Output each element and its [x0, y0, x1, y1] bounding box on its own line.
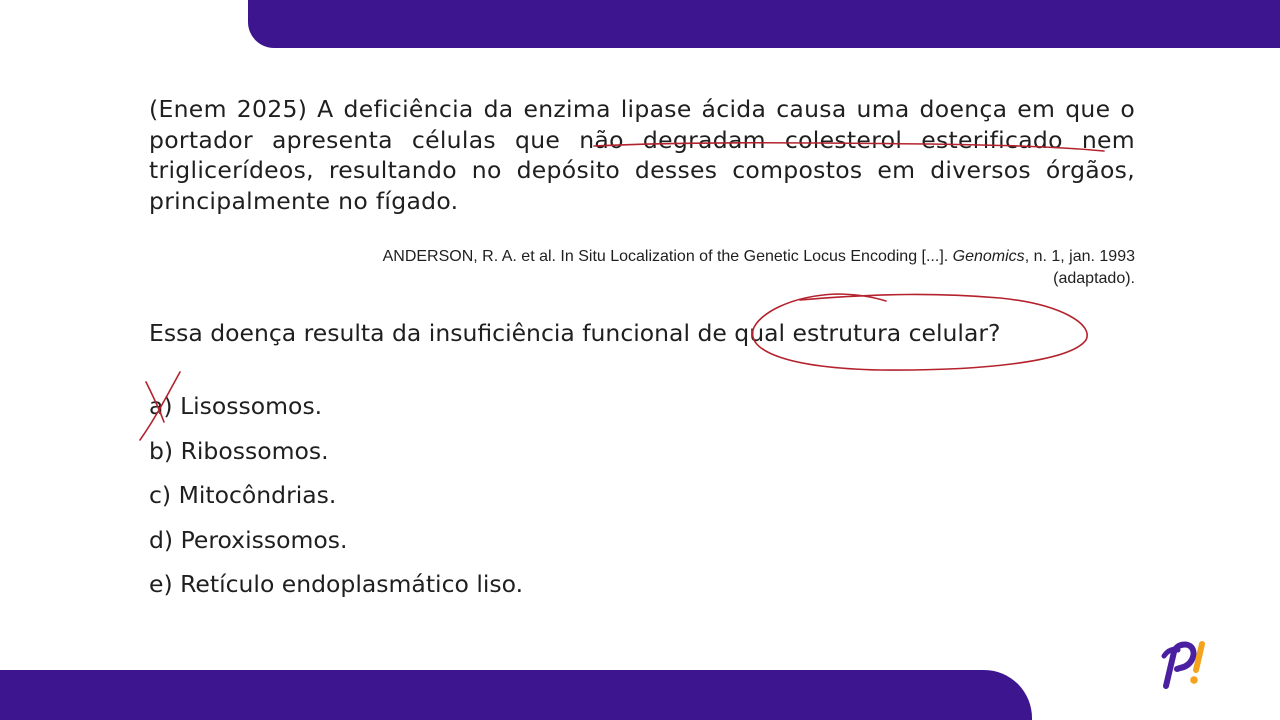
option-text: Peroxissomos.	[180, 525, 348, 554]
brand-logo-icon	[1158, 636, 1214, 692]
option-d[interactable]	[149, 525, 523, 570]
option-a[interactable]	[149, 391, 523, 436]
option-text: Lisossomos.	[180, 392, 323, 420]
question-prompt	[149, 318, 1149, 348]
question-text-part-2: nem triglicerídeos, resultando no depósito desses compostos em diversos órgãos, principalmente no fígado.	[149, 125, 1135, 215]
top-decorative-bar	[248, 0, 1280, 48]
option-letter: a)	[149, 392, 173, 420]
option-letter: b)	[149, 436, 174, 465]
option-letter: e)	[149, 570, 173, 598]
option-b[interactable]	[149, 436, 523, 481]
prompt-circled-text: qual estrutura celular?	[734, 319, 1001, 347]
citation-details: , n. 1, jan. 1993	[1024, 248, 1135, 265]
option-text: Ribossomos.	[180, 436, 329, 465]
option-text: Mitocôndrias.	[178, 481, 337, 509]
option-e[interactable]	[149, 569, 523, 614]
option-text: Retículo endoplasmático liso.	[180, 570, 524, 598]
prompt-text: Essa doença resulta da insuficiência funcional de	[149, 319, 735, 347]
citation-journal: Genomics	[952, 248, 1025, 265]
answer-options	[149, 391, 523, 614]
option-c[interactable]	[149, 480, 523, 525]
citation-authors: ANDERSON, R. A. et al. In Situ Localization of the Genetic Locus Encoding [...].	[382, 248, 953, 265]
logo-exclamation-bar	[1196, 644, 1202, 670]
question-text-struck: que não degradam colesterol esterificado	[515, 125, 1063, 154]
question-text-part-1: (Enem 2025) A deficiência da enzima lipase ácida causa uma doença em que o portador apresenta células	[149, 95, 1135, 154]
citation-note: (adaptado).	[1053, 270, 1135, 287]
source-citation	[200, 246, 1135, 290]
question-text	[149, 94, 1135, 216]
option-letter: c)	[149, 481, 172, 509]
logo-exclamation-dot	[1190, 676, 1198, 684]
option-letter: d)	[149, 525, 174, 554]
bottom-decorative-bar	[0, 670, 1032, 720]
